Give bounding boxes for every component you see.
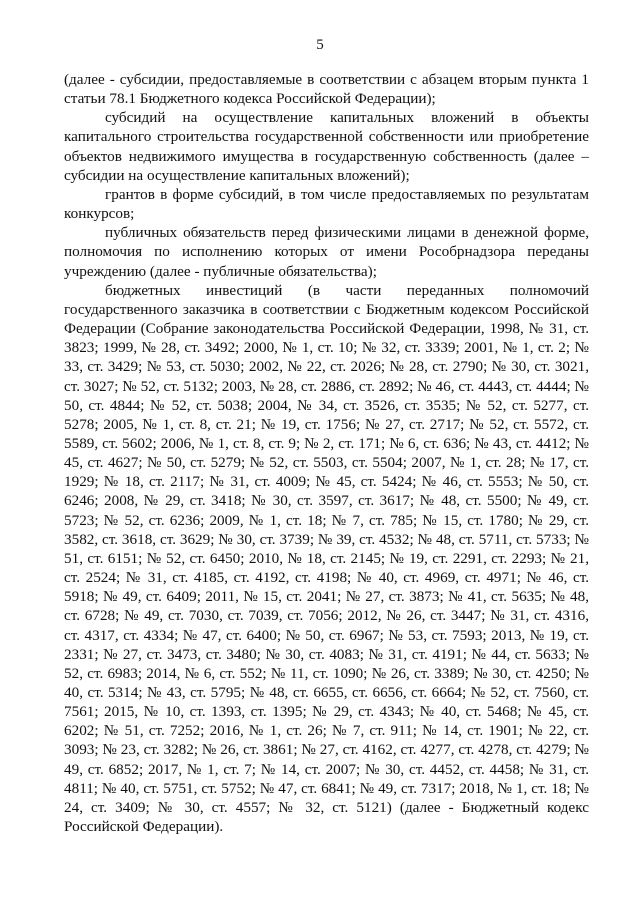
paragraph-capital-investment-subsidies: субсидий на осуществление капитальных вложений в объекты капитального строительства государственной собственности или приобретение объектов недвижимого имущества в государственную собственность (далее – субсидии на осуществление капитальных вложений); bbox=[64, 109, 589, 184]
paragraph-public-obligations: публичных обязательств перед физическими лицами в денежной форме, полномочия по исполнению которых от имени Рособрнадзора переданы учреждению (далее - публичные обязательства); bbox=[64, 224, 589, 280]
document-body bbox=[64, 70, 589, 836]
page-number: 5 bbox=[316, 37, 324, 53]
paragraph-budget-investments: бюджетных инвестиций (в части переданных полномочий государственного заказчика в соответствии с Бюджетным кодексом Российской Федерации (Собрание законодательства Российской Федерации, 1998, № 31, ст. 3823; 1999, № 28, ст. 3492; 2000, № 1, ст. 10; № 32, ст. 3339; 2001, № 1, ст. 2; № 33, ст. 3429; № 53, ст. 5030; 2002, № 22, ст. 2026; № 28, ст. 2790; № 30, ст. 3021, ст. 3027; № 52, ст. 5132; 2003, № 28, ст. 2886, ст. 2892; № 46, ст. 4443, ст. 4444; № 50, ст. 4844; № 52, ст. 5038; 2004, № 34, ст. 3526, ст. 3535; № 52, ст. 5277, ст. 5278; 2005, № 1, ст. 8, ст. 21; № 19, ст. 1756; № 27, ст. 2717; № 52, ст. 5572, ст. 5589, ст. 5602; 2006, № 1, ст. 8, ст. 9; № 2, ст. 171; № 6, ст. 636; № 43, ст. 4412; № 45, ст. 4627; № 50, ст. 5279; № 52, ст. 5503, ст. 5504; 2007, № 1, ст. 28; № 17, ст. 1929; № 18, ст. 2117; № 31, ст. 4009; № 45, ст. 5424; № 46, ст. 5553; № 50, ст. 6246; 2008, № 29, ст. 3418; № 30, ст. 3597, ст. 3617; № 48, ст. 5500; № 49, ст. 5723; № 52, ст. 6236; 2009, № 1, ст. 18; № 7, ст. 785; № 15, ст. 1780; № 29, ст. 3582, ст. 3618, ст. 3629; № 30, ст. 3739; № 39, ст. 4532; № 48, ст. 5711, ст. 5733; № 51, ст. 6151; № 52, ст. 6450; 2010, № 18, ст. 2145; № 19, ст. 2291, ст. 2293; № 21, ст. 2524; № 31, ст. 4185, ст. 4192, ст. 4198; № 40, ст. 4969, ст. 4971; № 46, ст. 5918; № 49, ст. 6409; 2011, № 15, ст. 2041; № 27, ст. 3873; № 41, ст. 5635; № 48, ст. 6728; № 49, ст. 7030, ст. 7039, ст. 7056; 2012, № 26, ст. 3447; № 31, ст. 4316, ст. 4317, ст. 4334; № 47, ст. 6400; № 50, ст. 6967; № 53, ст. 7593; 2013, № 19, ст. 2331; № 27, ст. 3473, ст. 3480; № 30, ст. 4083; № 31, ст. 4191; № 44, ст. 5633; № 52, ст. 6983; 2014, № 6, ст. 552; № 11, ст. 1090; № 26, ст. 3389; № 30, ст. 4250; № 40, ст. 5314; № 43, ст. 5795; № 48, ст. 6655, ст. 6656, ст. 6664; № 52, ст. 7560, ст. 7561; 2015, № 10, ст. 1393, ст. 1395; № 29, ст. 4343; № 40, ст. 5468; № 45, ст. 6202; № 51, ст. 7252; 2016, № 1, ст. 26; № 7, ст. 911; № 14, ст. 1901; № 22, ст. 3093; № 23, ст. 3282; № 26, ст. 3861; № 27, ст. 4162, ст. 4277, ст. 4278, ст. 4279; № 49, ст. 6852; 2017, № 1, ст. 7; № 14, ст. 2007; № 30, ст. 4452, ст. 4458; № 31, ст. 4811; № 40, ст. 5751, ст. 5752; № 47, ст. 6841; № 49, ст. 7317; 2018, № 1, ст. 18; № 24, ст. 3409; № 30, ст. 4557; № 32, ст. 5121) (далее - Бюджетный кодекс Российской Федерации). bbox=[64, 281, 589, 836]
paragraph-continuation: (далее - субсидии, предоставляемые в соответствии с абзацем вторым пункта 1 статьи 78.1 Бюджетного кодекса Российской Федерации); bbox=[64, 71, 589, 108]
paragraph-grants: грантов в форме субсидий, в том числе предоставляемых по результатам конкурсов; bbox=[64, 185, 589, 223]
